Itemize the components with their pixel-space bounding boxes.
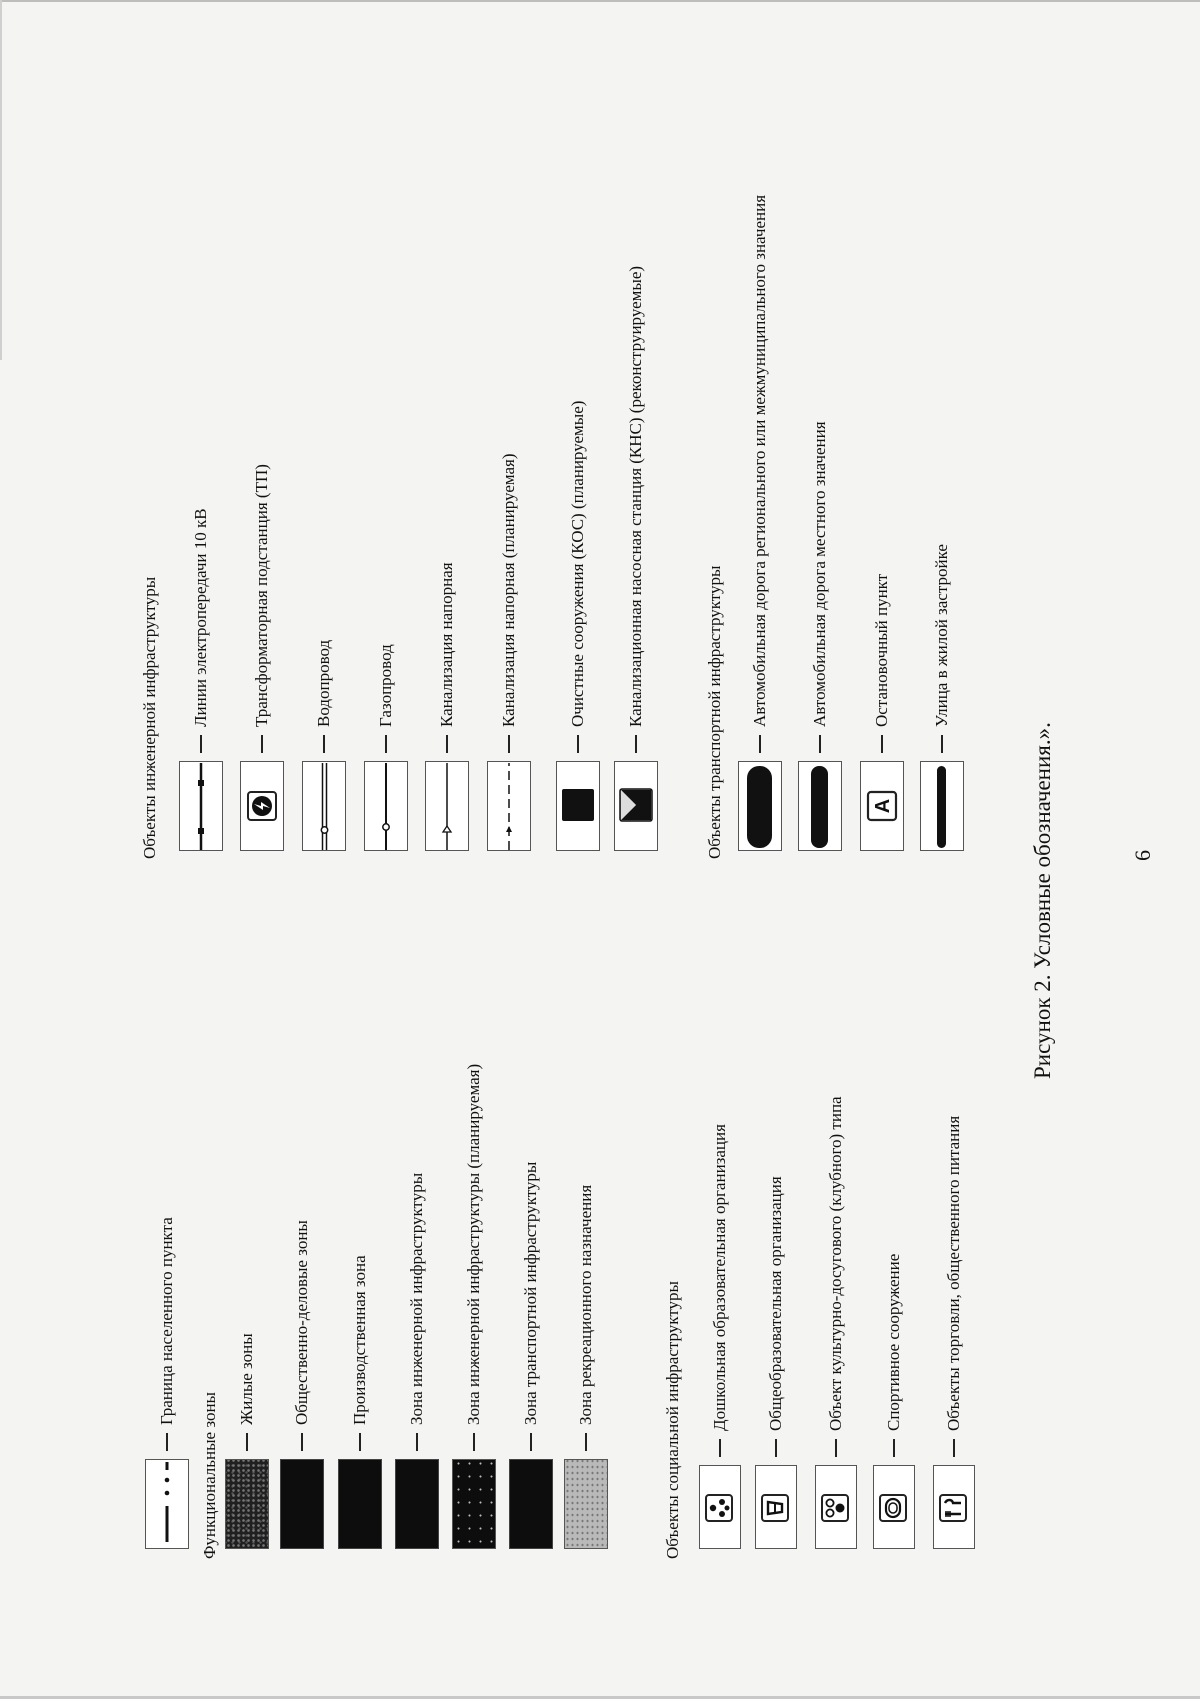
figure-caption: Рисунок 2. Условные обозначения.». [1030,722,1055,1079]
legend-label: Остановочный пункт [872,573,891,727]
legend-label: Зона рекреационного назначения [576,1184,595,1425]
local-road-symbol [798,761,842,851]
dash [585,1433,587,1451]
legend-row-social [930,1116,978,1549]
pressure-sewer-planned-symbol [487,761,531,851]
transformer-substation-symbol [240,761,284,851]
water-pipe-symbol [302,761,346,851]
legend-label: Канализация напорная (планируемая) [499,453,518,727]
legend-row-engineering [362,644,410,851]
legend-row-zone [223,1333,271,1549]
dash [819,735,821,753]
legend-row-transport [918,544,966,851]
zone-swatch-transport [509,1459,553,1549]
dash [835,1439,837,1457]
legend-row-social [870,1254,918,1549]
legend-row-social [696,1124,744,1549]
zone-swatch-residential [225,1459,269,1549]
dash [893,1439,895,1457]
section-title-social: Объекты социальной инфраструктуры [663,1281,682,1559]
dash [473,1433,475,1451]
legend-label: Автомобильная дорога регионального или межмуниципального значения [750,194,769,727]
legend-row-zone [562,1185,610,1549]
legend-label: Канализационная насосная станция (КНС) (реконструируемые) [626,265,645,727]
legend-label: Зона инженерной инфраструктуры [407,1172,426,1425]
zone-swatch-public-business [280,1459,324,1549]
school-icon [756,1467,795,1548]
legend-row-engineering [300,640,348,851]
regional-road-symbol [738,761,782,851]
preschool-icon [700,1467,739,1548]
legend-label: Спортивное сооружение [884,1253,903,1431]
social-symbol [755,1465,797,1549]
legend-label: Канализация напорная [437,562,456,727]
legend-label: Улица в жилой застройке [932,544,951,727]
section-title-engineering: Объекты инженерной инфраструктуры [140,576,159,859]
zone-swatch-engineering [395,1459,439,1549]
bus-stop-letter: A [872,798,894,814]
dash [446,735,448,753]
legend-label: Дошкольная образовательная организация [710,1124,729,1431]
legend-row-engineering [554,401,602,851]
dash [200,735,202,753]
legend-label: Граница населенного пункта [157,1217,176,1425]
legend-row-engineering [238,464,286,851]
dash [323,735,325,753]
legend-label: Жилые зоны [237,1333,256,1425]
power-line-symbol [179,761,223,851]
legend-row-transport [796,421,844,851]
legend-row-engineering [423,562,471,851]
page-number: 6 [1130,850,1155,861]
legend-label: Зона инженерной инфраструктуры (планируемая) [464,1063,483,1425]
gas-pipe-symbol [364,761,408,851]
dash [416,1433,418,1451]
legend-label: Очистные сооружения (КОС) (планируемые) [568,400,587,727]
legend-row-zone [450,1064,498,1549]
zone-swatch-engineering-planned [452,1459,496,1549]
dash [385,735,387,753]
dash [530,1433,532,1451]
legend-label: Объекты торговли, общественного питания [944,1115,963,1431]
boundary-symbol [145,1459,189,1549]
social-symbol [699,1465,741,1549]
legend-row-zone [393,1173,441,1549]
legend-label: Зона транспортной инфраструктуры [521,1161,540,1425]
zone-swatch-recreational [564,1459,608,1549]
dash [881,735,883,753]
legend-row-zone [278,1220,326,1549]
legend-label: Водопровод [314,639,333,727]
legend-label: Автомобильная дорога местного значения [810,421,829,727]
dash [166,1433,168,1451]
legend-label: Линии электропередачи 10 кВ [191,508,210,727]
legend-row-zone [336,1255,384,1549]
social-symbol [933,1465,975,1549]
legend-row-transport [858,574,906,851]
dash [775,1439,777,1457]
dash [941,735,943,753]
legend-label: Общественно-деловые зоны [292,1220,311,1425]
social-symbol [873,1465,915,1549]
dash [301,1433,303,1451]
dash [719,1439,721,1457]
legend-label: Общеобразовательная организация [766,1176,785,1431]
legend-label: Газопровод [376,644,395,727]
legend-row-zone [507,1162,555,1549]
club-icon [816,1467,855,1548]
legend-label: Объект культурно-досугового (клубного) типа [826,1096,845,1431]
sports-icon [874,1467,913,1548]
dash [246,1433,248,1451]
bus-stop-symbol [860,761,904,851]
social-symbol [815,1465,857,1549]
section-title-transport: Объекты транспортной инфраструктуры [705,565,724,859]
dash [759,735,761,753]
dash [635,735,637,753]
legend-row-transport [736,195,784,851]
legend-label: Производственная зона [350,1255,369,1425]
bus-stop-icon [861,763,902,850]
dash [953,1439,955,1457]
food-icon [934,1467,973,1548]
legend-row-engineering [612,266,660,851]
legend-row-boundary [143,1217,191,1549]
legend-row-social [752,1176,800,1549]
dash [577,735,579,753]
section-title-functional-zones: Функциональные зоны [200,1392,219,1559]
pump-station-symbol [614,761,658,851]
zone-swatch-industrial [338,1459,382,1549]
lightning-icon [241,763,282,850]
dash [508,735,510,753]
legend-row-engineering [177,508,225,851]
dash [261,735,263,753]
legend-label: Трансформаторная подстанция (ТП) [252,464,271,727]
treatment-facility-symbol [556,761,600,851]
pressure-sewer-symbol [425,761,469,851]
residential-street-symbol [920,761,964,851]
legend-row-engineering [485,453,533,851]
legend-row-social [812,1096,860,1549]
dash [359,1433,361,1451]
